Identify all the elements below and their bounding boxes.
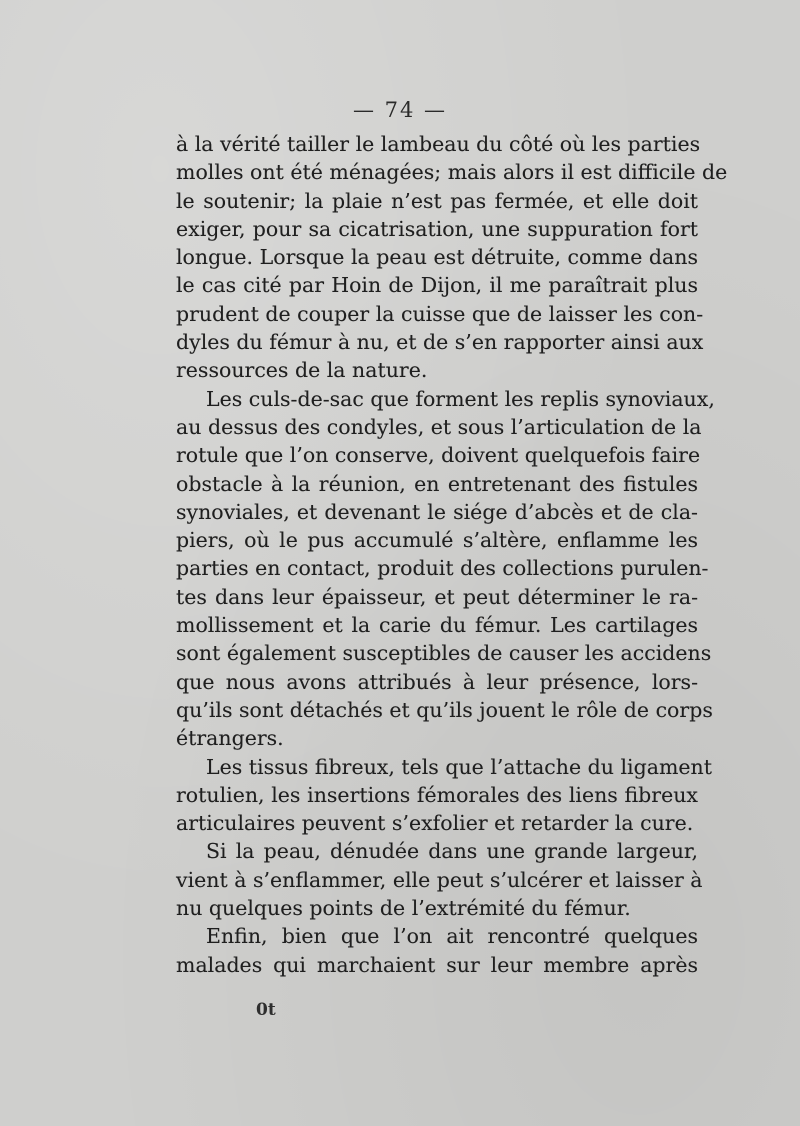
text-line: prudent de couper la cuisse que de laisser les con- xyxy=(176,301,704,326)
text-line: le cas cité par Hoin de Dijon, il me paraîtrait plus xyxy=(176,273,698,298)
signature-mark: 0t xyxy=(256,1000,276,1020)
text-line: nu quelques points de l’extrémité du fémur. xyxy=(176,896,631,921)
text-line: sont également susceptibles de causer les accidens xyxy=(176,641,712,666)
text-line: au dessus des condyles, et sous l’articulation de la xyxy=(176,414,702,439)
text-line: synoviales, et devenant le siége d’abcès et de cla- xyxy=(176,499,698,524)
text-line: étrangers. xyxy=(176,726,284,751)
text-line: que nous avons attribués à leur présence, lors- xyxy=(176,669,698,694)
text-line: rotulien, les insertions fémorales des liens fibreux xyxy=(176,782,698,807)
text-line: parties en contact, produit des collections purulen- xyxy=(176,556,709,581)
text-line: le soutenir; la plaie n’est pas fermée, et elle doit xyxy=(176,188,698,213)
text-line: mollissement et la carie du fémur. Les cartilages xyxy=(176,613,698,638)
text-line: à la vérité tailler le lambeau du côté où les parties xyxy=(176,132,701,156)
text-line: articulaires peuvent s’exfolier et retarder la cure. xyxy=(176,811,694,836)
text-line: Les tissus fibreux, tels que l’attache du ligament xyxy=(206,754,712,779)
page-number: — 74 — xyxy=(352,98,448,122)
text-line: tes dans leur épaisseur, et peut déterminer le ra- xyxy=(176,584,698,609)
text-line: Enfin, bien que l’on ait rencontré quelques xyxy=(206,924,698,949)
text-line: ressources de la nature. xyxy=(176,358,428,383)
text-line: qu’ils sont détachés et qu’ils jouent le rôle de corps xyxy=(176,697,713,722)
text-line: dyles du fémur à nu, et de s’en rapporter ainsi aux xyxy=(176,330,704,355)
text-line: malades qui marchaient sur leur membre après xyxy=(176,952,698,977)
text-line: obstacle à la réunion, en entretenant des fistules xyxy=(176,471,698,496)
body-text xyxy=(176,130,728,979)
text-line: vient à s’enflammer, elle peut s’ulcérer et laisser à xyxy=(176,867,703,892)
text-line: Les culs-de-sac que forment les replis synoviaux, xyxy=(206,386,715,411)
text-line: exiger, pour sa cicatrisation, une suppuration fort xyxy=(176,216,698,241)
text-line: piers, où le pus accumulé s’altère, enflamme les xyxy=(176,528,698,553)
text-line: longue. Lorsque la peau est détruite, comme dans xyxy=(176,245,698,270)
text-line: rotule que l’on conserve, doivent quelquefois faire xyxy=(176,443,701,468)
text-line: Si la peau, dénudée dans une grande largeur, xyxy=(206,839,698,864)
text-line: molles ont été ménagées; mais alors il est difficile de xyxy=(176,160,728,185)
